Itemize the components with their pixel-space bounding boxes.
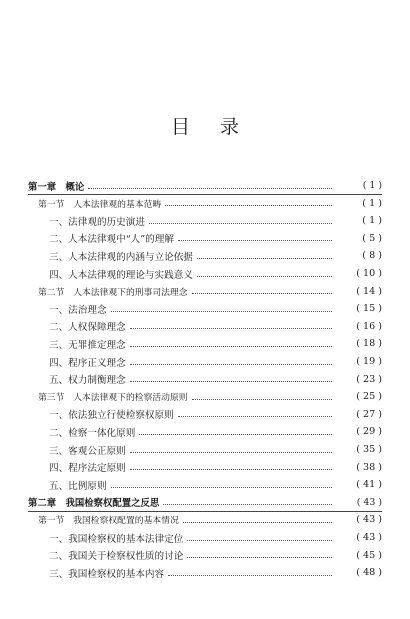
dot-leader bbox=[111, 310, 332, 312]
dot-leader bbox=[187, 556, 332, 558]
dot-leader bbox=[130, 363, 332, 365]
toc-entry-page: ( 27 ) bbox=[356, 408, 382, 420]
toc-chapter bbox=[0, 493, 410, 512]
toc-item bbox=[0, 352, 410, 371]
toc-entry-page: ( 25 ) bbox=[356, 391, 382, 403]
toc-entry-page: ( 18 ) bbox=[356, 338, 382, 350]
toc-section bbox=[0, 282, 410, 301]
toc-entry-label: 第二章 我国检察权配置之反思 bbox=[28, 498, 160, 510]
title-char-1: 目 bbox=[170, 116, 190, 138]
dot-leader bbox=[130, 468, 332, 470]
toc-entry-page: ( 23 ) bbox=[356, 373, 382, 385]
toc-entry-page: ( 8 ) bbox=[362, 250, 382, 262]
toc-item bbox=[0, 546, 410, 565]
toc-item bbox=[0, 229, 410, 248]
dot-leader bbox=[163, 503, 332, 505]
toc-section bbox=[0, 194, 410, 213]
toc-item bbox=[0, 370, 410, 389]
toc-entry-label: 五、权力制衡理念 bbox=[49, 375, 126, 387]
toc-entry-label: 四、程序法定原则 bbox=[49, 463, 126, 475]
toc-entry-label: 第一节 我国检察权配置的基本情况 bbox=[38, 516, 179, 527]
dot-leader bbox=[130, 451, 332, 453]
title-char-2: 录 bbox=[220, 116, 240, 138]
dot-leader bbox=[187, 539, 332, 541]
dot-leader bbox=[149, 222, 332, 224]
toc-entry-label: 一、依法独立行使检察权原则 bbox=[49, 410, 174, 422]
dot-leader bbox=[197, 257, 332, 259]
toc-item bbox=[0, 528, 410, 547]
toc-item bbox=[0, 563, 410, 582]
toc-entry-page: ( 43 ) bbox=[356, 532, 382, 543]
toc-entry-label: 第二节 人本法律观下的刑事司法理念 bbox=[38, 287, 188, 298]
toc-entry-page: ( 48 ) bbox=[356, 567, 382, 579]
dot-leader bbox=[130, 327, 332, 329]
toc-entry-label: 第三节 人本法律观下的检察活动原则 bbox=[38, 393, 188, 404]
toc-item bbox=[0, 264, 410, 283]
dot-leader bbox=[88, 187, 332, 189]
toc-entry-page: ( 45 ) bbox=[356, 549, 382, 561]
toc-entry-page: ( 43 ) bbox=[356, 496, 382, 508]
toc-entry-page: ( 16 ) bbox=[356, 320, 382, 332]
dot-leader bbox=[130, 380, 332, 382]
toc-entry-label: 三、人本法律观的内涵与立论依据 bbox=[49, 251, 193, 263]
toc-item bbox=[0, 405, 410, 424]
toc-item bbox=[0, 317, 410, 336]
toc-entry-page: ( 5 ) bbox=[362, 232, 382, 244]
dot-leader bbox=[178, 415, 332, 417]
toc-entry-label: 第一章 概论 bbox=[28, 181, 85, 193]
toc-entry-page: ( 1 ) bbox=[362, 215, 382, 227]
toc-entry-page: ( 1 ) bbox=[362, 197, 382, 209]
toc-entry-label: 二、我国关于检察权性质的讨论 bbox=[49, 551, 184, 563]
toc-entry-page: ( 29 ) bbox=[356, 426, 382, 438]
toc-item bbox=[0, 211, 410, 230]
dot-leader bbox=[130, 345, 332, 347]
toc-entry-label: 第一节 人本法律观的基本范畴 bbox=[38, 199, 162, 210]
dot-leader bbox=[192, 292, 332, 294]
toc-entry-page: ( 14 ) bbox=[356, 285, 382, 297]
dot-leader bbox=[178, 239, 332, 241]
dot-leader bbox=[111, 486, 332, 488]
toc-entry-label: 二、人本法律观中“人”的理解 bbox=[49, 234, 174, 246]
toc-entry-page: ( 38 ) bbox=[356, 461, 382, 473]
dot-leader bbox=[183, 521, 332, 523]
toc-entry-label: 一、法律观的历史演进 bbox=[49, 216, 145, 228]
dot-leader bbox=[197, 275, 332, 277]
toc-chapter bbox=[0, 176, 410, 195]
dot-leader bbox=[165, 204, 332, 206]
toc-entry-page: ( 41 ) bbox=[356, 479, 382, 491]
page-title bbox=[0, 112, 410, 138]
toc-item bbox=[0, 299, 410, 318]
toc-entry-page: ( 35 ) bbox=[356, 444, 382, 455]
toc-entry-label: 三、无罪推定理念 bbox=[49, 339, 126, 351]
toc-item bbox=[0, 475, 410, 494]
toc-item bbox=[0, 334, 410, 353]
toc-item bbox=[0, 246, 410, 265]
toc-section bbox=[0, 510, 410, 529]
toc-item bbox=[0, 458, 410, 477]
toc-entry-page: ( 43 ) bbox=[356, 514, 382, 526]
toc-section bbox=[0, 387, 410, 406]
toc-entry-label: 三、客观公正原则 bbox=[49, 445, 126, 457]
toc-item bbox=[0, 422, 410, 441]
dot-leader bbox=[168, 574, 332, 576]
dot-leader bbox=[192, 398, 332, 400]
toc-entry-label: 二、检察一体化原则 bbox=[49, 427, 136, 439]
toc-entry-label: 一、我国检察权的基本法律定位 bbox=[49, 533, 184, 545]
dot-leader bbox=[139, 433, 332, 435]
toc-entry-page: ( 15 ) bbox=[356, 303, 382, 315]
toc-item bbox=[0, 440, 410, 459]
toc-entry-page: ( 1 ) bbox=[362, 180, 382, 191]
toc-entry-label: 五、比例原则 bbox=[49, 480, 107, 492]
toc-entry-label: 三、我国检察权的基本内容 bbox=[49, 568, 165, 580]
toc-entry-page: ( 10 ) bbox=[356, 268, 382, 279]
toc-entry-page: ( 19 ) bbox=[356, 356, 382, 367]
toc-entry-label: 四、程序正义理念 bbox=[49, 357, 126, 369]
toc-entry-label: 四、人本法律观的理论与实践意义 bbox=[49, 269, 193, 281]
toc-entry-label: 一、法治理念 bbox=[49, 304, 107, 316]
toc-entry-label: 二、人权保障理念 bbox=[49, 322, 126, 334]
